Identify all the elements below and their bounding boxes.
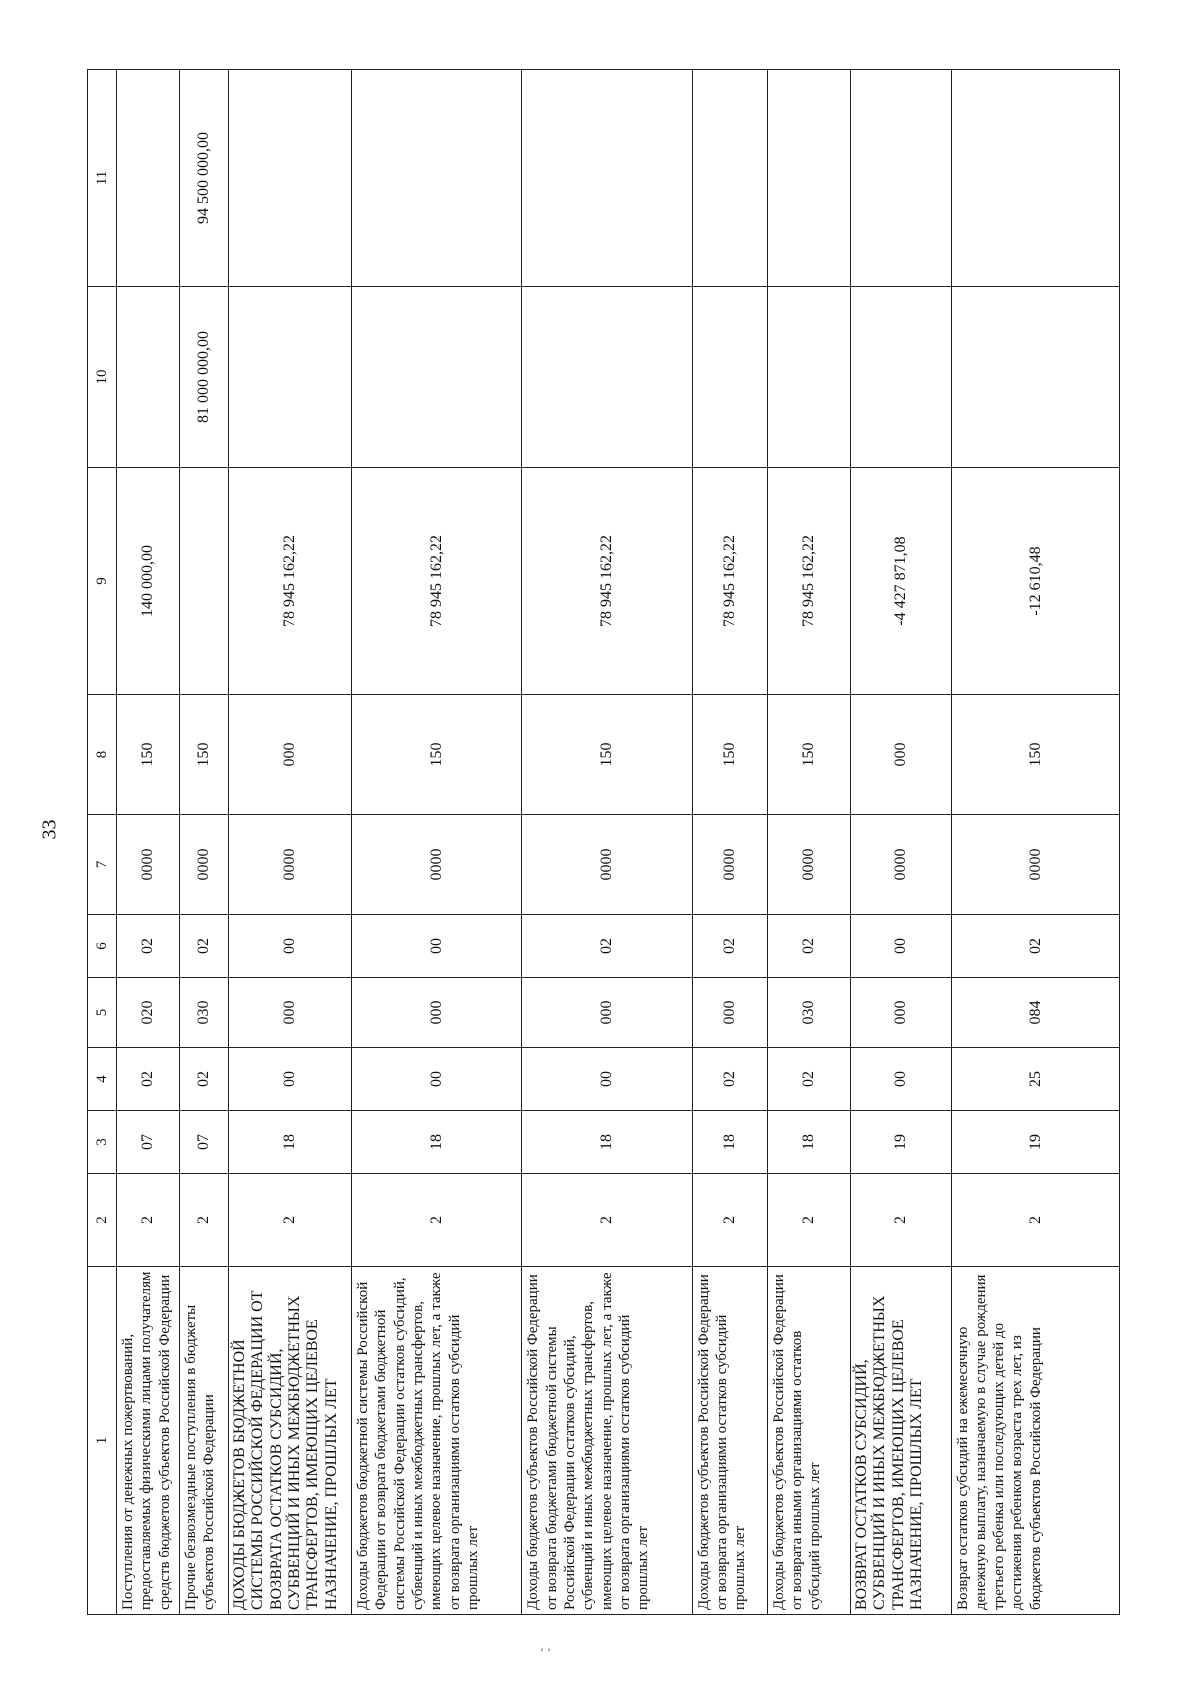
amount-cell-c11 <box>522 70 692 287</box>
code-cell-c8: 150 <box>352 695 522 815</box>
code-cell-c4: 02 <box>767 1048 850 1111</box>
code-cell-c4: 00 <box>850 1048 951 1111</box>
amount-cell-c10 <box>522 287 692 468</box>
code-cell-c6: 00 <box>228 915 351 978</box>
row-description: ВОЗВРАТ ОСТАТКОВ СУБСИДИЙ, СУБВЕНЦИЙ И ИНЫХ МЕЖБЮДЖЕТНЫХ ТРАНСФЕРТОВ, ИМЕЮЩИХ ЦЕЛЕВОЕ НАЗНАЧЕНИЕ, ПРОШЛЫХ ЛЕТ <box>850 1267 951 1615</box>
amount-cell-c11: 94 500 000,00 <box>179 70 228 287</box>
amount-cell-c10 <box>117 287 180 468</box>
code-cell-c3: 18 <box>228 1111 351 1174</box>
code-cell-c2: 2 <box>850 1174 951 1267</box>
table-row <box>767 70 850 1615</box>
code-cell-c6: 02 <box>767 915 850 978</box>
code-cell-c8: 150 <box>951 695 1119 815</box>
code-cell-c4: 00 <box>522 1048 692 1111</box>
code-cell-c4: 02 <box>692 1048 767 1111</box>
code-cell-c6: 02 <box>179 915 228 978</box>
row-description: Прочие безвозмездные поступления в бюджеты субъектов Российской Федерации <box>179 1267 228 1615</box>
code-cell-c4: 02 <box>117 1048 180 1111</box>
code-cell-c3: 07 <box>179 1111 228 1174</box>
code-cell-c7: 0000 <box>179 815 228 915</box>
page-number: 33 <box>38 819 61 840</box>
amount-cell-c11 <box>692 70 767 287</box>
table-row <box>179 70 228 1615</box>
header-cell: 2 <box>88 1174 117 1267</box>
code-cell-c6: 02 <box>951 915 1119 978</box>
code-cell-c8: 150 <box>522 695 692 815</box>
code-cell-c5: 020 <box>117 978 180 1048</box>
code-cell-c5: 030 <box>179 978 228 1048</box>
code-cell-c6: 00 <box>850 915 951 978</box>
row-description: Доходы бюджетов бюджетной системы Российской Федерации от возврата бюджетами бюджетной системы Российской Федерации остатков субсидий, субвенций и иных межбюджетных трансфертов, имеющих целевое назначение, прошлых лет, а также от возврата организациями остатков субсидий прошлых лет <box>352 1267 522 1615</box>
code-cell-c3: 19 <box>951 1111 1119 1174</box>
table-row <box>228 70 351 1615</box>
header-cell: 1 <box>88 1267 117 1615</box>
amount-cell-c10: 81 000 000,00 <box>179 287 228 468</box>
code-cell-c6: 00 <box>352 915 522 978</box>
amount-cell-c9: 78 945 162,22 <box>522 468 692 695</box>
code-cell-c5: 084 <box>951 978 1119 1048</box>
code-cell-c2: 2 <box>117 1174 180 1267</box>
code-cell-c7: 0000 <box>850 815 951 915</box>
amount-cell-c11 <box>117 70 180 287</box>
amount-cell-c10 <box>850 287 951 468</box>
header-cell: 4 <box>88 1048 117 1111</box>
code-cell-c2: 2 <box>951 1174 1119 1267</box>
code-cell-c8: 150 <box>692 695 767 815</box>
code-cell-c4: 02 <box>179 1048 228 1111</box>
code-cell-c6: 02 <box>117 915 180 978</box>
amount-cell-c10 <box>692 287 767 468</box>
row-description: ДОХОДЫ БЮДЖЕТОВ БЮДЖЕТНОЙ СИСТЕМЫ РОССИЙСКОЙ ФЕДЕРАЦИИ ОТ ВОЗВРАТА ОСТАТКОВ СУБСИДИЙ, СУБВЕНЦИЙ И ИНЫХ МЕЖБЮДЖЕТНЫХ ТРАНСФЕРТОВ, ИМЕЮЩИХ ЦЕЛЕВОЕ НАЗНАЧЕНИЕ, ПРОШЛЫХ ЛЕТ <box>228 1267 351 1615</box>
amount-cell-c9: -12 610,48 <box>951 468 1119 695</box>
code-cell-c8: 150 <box>117 695 180 815</box>
table-row <box>522 70 692 1615</box>
row-description: Доходы бюджетов субъектов Российской Федерации от возврата иными организациями остатков субсидий прошлых лет <box>767 1267 850 1615</box>
header-cell: 7 <box>88 815 117 915</box>
code-cell-c8: 150 <box>767 695 850 815</box>
rotated-table-wrapper <box>87 70 1120 1615</box>
code-cell-c5: 000 <box>850 978 951 1048</box>
amount-cell-c10 <box>228 287 351 468</box>
code-cell-c6: 02 <box>692 915 767 978</box>
code-cell-c2: 2 <box>767 1174 850 1267</box>
code-cell-c8: 150 <box>179 695 228 815</box>
code-cell-c5: 000 <box>352 978 522 1048</box>
code-cell-c2: 2 <box>522 1174 692 1267</box>
amount-cell-c10 <box>767 287 850 468</box>
scan-marks: ‘ ’ <box>540 1645 551 1659</box>
row-description: Поступления от денежных пожертвований, предоставляемых физическими лицами получателям средств бюджетов субъектов Российской Федерации <box>117 1267 180 1615</box>
header-cell: 6 <box>88 915 117 978</box>
code-cell-c7: 0000 <box>951 815 1119 915</box>
amount-cell-c11 <box>850 70 951 287</box>
code-cell-c4: 00 <box>228 1048 351 1111</box>
code-cell-c3: 18 <box>352 1111 522 1174</box>
code-cell-c4: 00 <box>352 1048 522 1111</box>
header-cell: 10 <box>88 287 117 468</box>
code-cell-c4: 25 <box>951 1048 1119 1111</box>
code-cell-c3: 18 <box>692 1111 767 1174</box>
amount-cell-c9: 140 000,00 <box>117 468 180 695</box>
code-cell-c7: 0000 <box>767 815 850 915</box>
table-row <box>951 70 1119 1615</box>
amount-cell-c9: 78 945 162,22 <box>228 468 351 695</box>
amount-cell-c11 <box>951 70 1119 287</box>
code-cell-c3: 18 <box>767 1111 850 1174</box>
code-cell-c2: 2 <box>352 1174 522 1267</box>
header-cell: 5 <box>88 978 117 1048</box>
header-cell: 9 <box>88 468 117 695</box>
amount-cell-c10 <box>951 287 1119 468</box>
code-cell-c7: 0000 <box>228 815 351 915</box>
code-cell-c3: 19 <box>850 1111 951 1174</box>
code-cell-c7: 0000 <box>692 815 767 915</box>
code-cell-c2: 2 <box>228 1174 351 1267</box>
amount-cell-c9: 78 945 162,22 <box>767 468 850 695</box>
code-cell-c2: 2 <box>179 1174 228 1267</box>
table-row <box>352 70 522 1615</box>
header-cell: 11 <box>88 70 117 287</box>
code-cell-c3: 18 <box>522 1111 692 1174</box>
code-cell-c7: 0000 <box>352 815 522 915</box>
code-cell-c8: 000 <box>850 695 951 815</box>
code-cell-c8: 000 <box>228 695 351 815</box>
budget-revenue-table <box>87 69 1120 1615</box>
code-cell-c5: 030 <box>767 978 850 1048</box>
row-description: Доходы бюджетов субъектов Российской Федерации от возврата бюджетами бюджетной системы Российской Федерации остатков субсидий, субвенций и иных межбюджетных трансфертов, имеющих целевое назначение, прошлых лет, а также от возврата организациями остатков субсидий прошлых лет <box>522 1267 692 1615</box>
table-row <box>117 70 180 1615</box>
table-row <box>850 70 951 1615</box>
code-cell-c6: 02 <box>522 915 692 978</box>
amount-cell-c11 <box>767 70 850 287</box>
table-header-row <box>88 70 117 1615</box>
code-cell-c2: 2 <box>692 1174 767 1267</box>
code-cell-c3: 07 <box>117 1111 180 1174</box>
code-cell-c7: 0000 <box>522 815 692 915</box>
amount-cell-c9: 78 945 162,22 <box>692 468 767 695</box>
header-cell: 3 <box>88 1111 117 1174</box>
code-cell-c5: 000 <box>522 978 692 1048</box>
amount-cell-c11 <box>228 70 351 287</box>
table-row <box>692 70 767 1615</box>
header-cell: 8 <box>88 695 117 815</box>
code-cell-c5: 000 <box>228 978 351 1048</box>
code-cell-c5: 000 <box>692 978 767 1048</box>
amount-cell-c11 <box>352 70 522 287</box>
amount-cell-c9 <box>179 468 228 695</box>
amount-cell-c10 <box>352 287 522 468</box>
code-cell-c7: 0000 <box>117 815 180 915</box>
amount-cell-c9: -4 427 871,08 <box>850 468 951 695</box>
row-description: Возврат остатков субсидий на ежемесячную денежную выплату, назначаемую в случае рождения третьего ребенка или последующих детей до достижения ребенком возраста трех лет, из бюджетов субъектов Российской Федерации <box>951 1267 1119 1615</box>
amount-cell-c9: 78 945 162,22 <box>352 468 522 695</box>
row-description: Доходы бюджетов субъектов Российской Федерации от возврата организациями остатков субсидий прошлых лет <box>692 1267 767 1615</box>
